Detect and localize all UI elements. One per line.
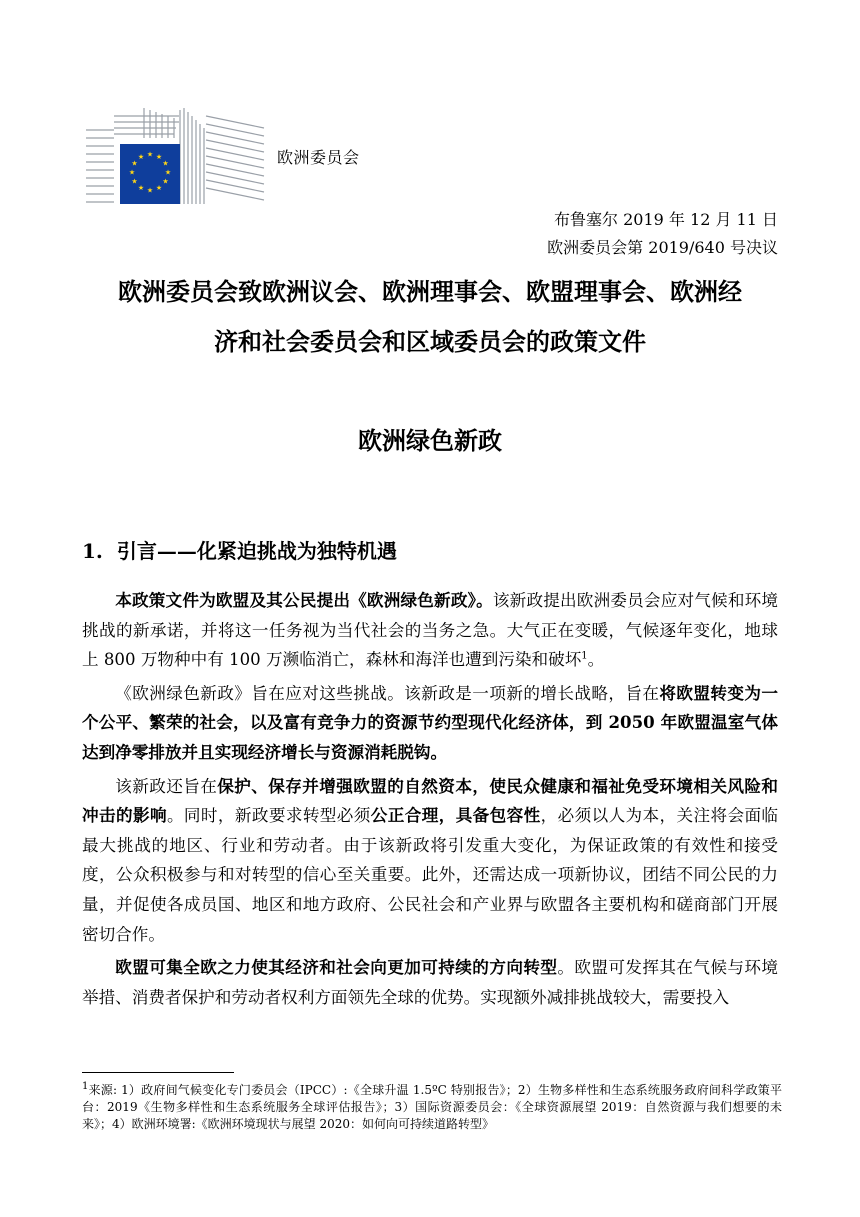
paragraph-4-text: 。欧盟可发挥其在气候与环境举措、消费者保护和劳动者权利方面领先全球的优势。实现额外减排挑战较大，需要投入 <box>82 958 779 1007</box>
svg-text:★: ★ <box>131 159 138 168</box>
svg-text:★: ★ <box>137 184 145 192</box>
section-number: 1. <box>82 539 103 563</box>
svg-text:★: ★ <box>155 184 163 192</box>
section-title: 引言——化紧迫挑战为独特机遇 <box>116 539 397 563</box>
paragraph-1-end: 。 <box>587 650 605 670</box>
paragraph-2 <box>82 679 778 768</box>
paragraph-1 <box>82 586 778 675</box>
paragraph-2-text: 《欧洲绿色新政》旨在应对这些挑战。该新政是一项新的增长战略，旨在 <box>115 683 660 703</box>
organization-name: 欧洲委员会 <box>277 148 360 167</box>
svg-text:★: ★ <box>128 168 136 177</box>
svg-text:★: ★ <box>162 177 169 186</box>
paragraph-3-text-c: 。同时，新政要求转型必须 <box>166 806 371 826</box>
svg-text:★: ★ <box>155 153 163 161</box>
svg-text:★: ★ <box>146 186 154 195</box>
footnote-number: 1 <box>82 1081 89 1092</box>
paragraph-3-bold-d: 公正合理，具备包容性 <box>370 805 541 826</box>
svg-text:★: ★ <box>137 153 145 161</box>
paragraph-1-text: 该新政提出欧洲委员会应对气候和环境挑战的新承诺，并将这一任务视为当代社会的当务之急。大气正在变暖，气候逐年变化，地球上 800 万物种中有 100 万濒临消亡，森林和海洋也遭到污染和破坏 <box>82 591 779 670</box>
body-text <box>82 586 778 1016</box>
footnote-ref[interactable]: 1 <box>581 650 588 662</box>
document-subtitle: 欧洲绿色新政 <box>358 426 502 455</box>
european-commission-logo <box>84 108 268 204</box>
footnote-divider <box>82 1072 234 1073</box>
paragraph-3-text-a: 该新政还旨在 <box>115 776 218 796</box>
footnote <box>82 1082 782 1133</box>
section-heading <box>82 535 397 564</box>
svg-text:★: ★ <box>146 150 154 159</box>
decision-number: 欧洲委员会第 2019/640 号决议 <box>547 238 778 257</box>
svg-text:★: ★ <box>164 168 172 177</box>
paragraph-3 <box>82 772 778 950</box>
paragraph-2-bold: 将欧盟转变为一个公平、繁荣的社会，以及富有竞争力的资源节约型现代化经济体，到 2050 年欧盟温室气体达到净零排放并且实现经济增长与资源消耗脱钩。 <box>82 682 779 762</box>
footnote-text: 来源: 1）政府间气候变化专门委员会（IPCC）:《全球升温 1.5ºC 特别报告》；2）生物多样性和生态系统服务政府间科学政策平台：2019《生物多样性和生态系统服务全球评估报告》；3）国际资源委员会：《全球资源展望 2019：自然资源与我们想要的未来》；4）欧洲环境署:《欧洲环境现状与展望 2020：如何向可持续道路转型》 <box>82 1083 782 1131</box>
paragraph-3-bold-b: 保护、保存并增强欧盟的自然资本，使民众健康和福祉免受环境相关风险和冲击的影响 <box>82 775 779 826</box>
document-title-line-1: 欧洲委员会致欧洲议会、欧洲理事会、欧盟理事会、欧洲经 <box>118 277 742 306</box>
svg-text:★: ★ <box>162 159 169 168</box>
paragraph-4-bold: 欧盟可集全欧之力使其经济和社会向更加可持续的方向转型 <box>115 957 558 978</box>
svg-text:★: ★ <box>131 177 138 186</box>
paragraph-3-text-e: ，必须以人为本，关注将会面临最大挑战的地区、行业和劳动者。由于该新政将引发重大变化，为保证政策的有效性和接受度，公众积极参与和对转型的信心至关重要。此外，还需达成一项新协议，团结不同公民的力量，并促使各成员国、地区和地方政府、公民社会和产业界与欧盟各主要机构和磋商部门开展密切合作。 <box>82 806 779 944</box>
paragraph-1-bold: 本政策文件为欧盟及其公民提出《欧洲绿色新政》。 <box>115 590 493 610</box>
place-date: 布鲁塞尔 2019 年 12 月 11 日 <box>554 210 778 229</box>
paragraph-4 <box>82 953 778 1012</box>
document-title-line-2: 济和社会委员会和区域委员会的政策文件 <box>214 327 646 356</box>
